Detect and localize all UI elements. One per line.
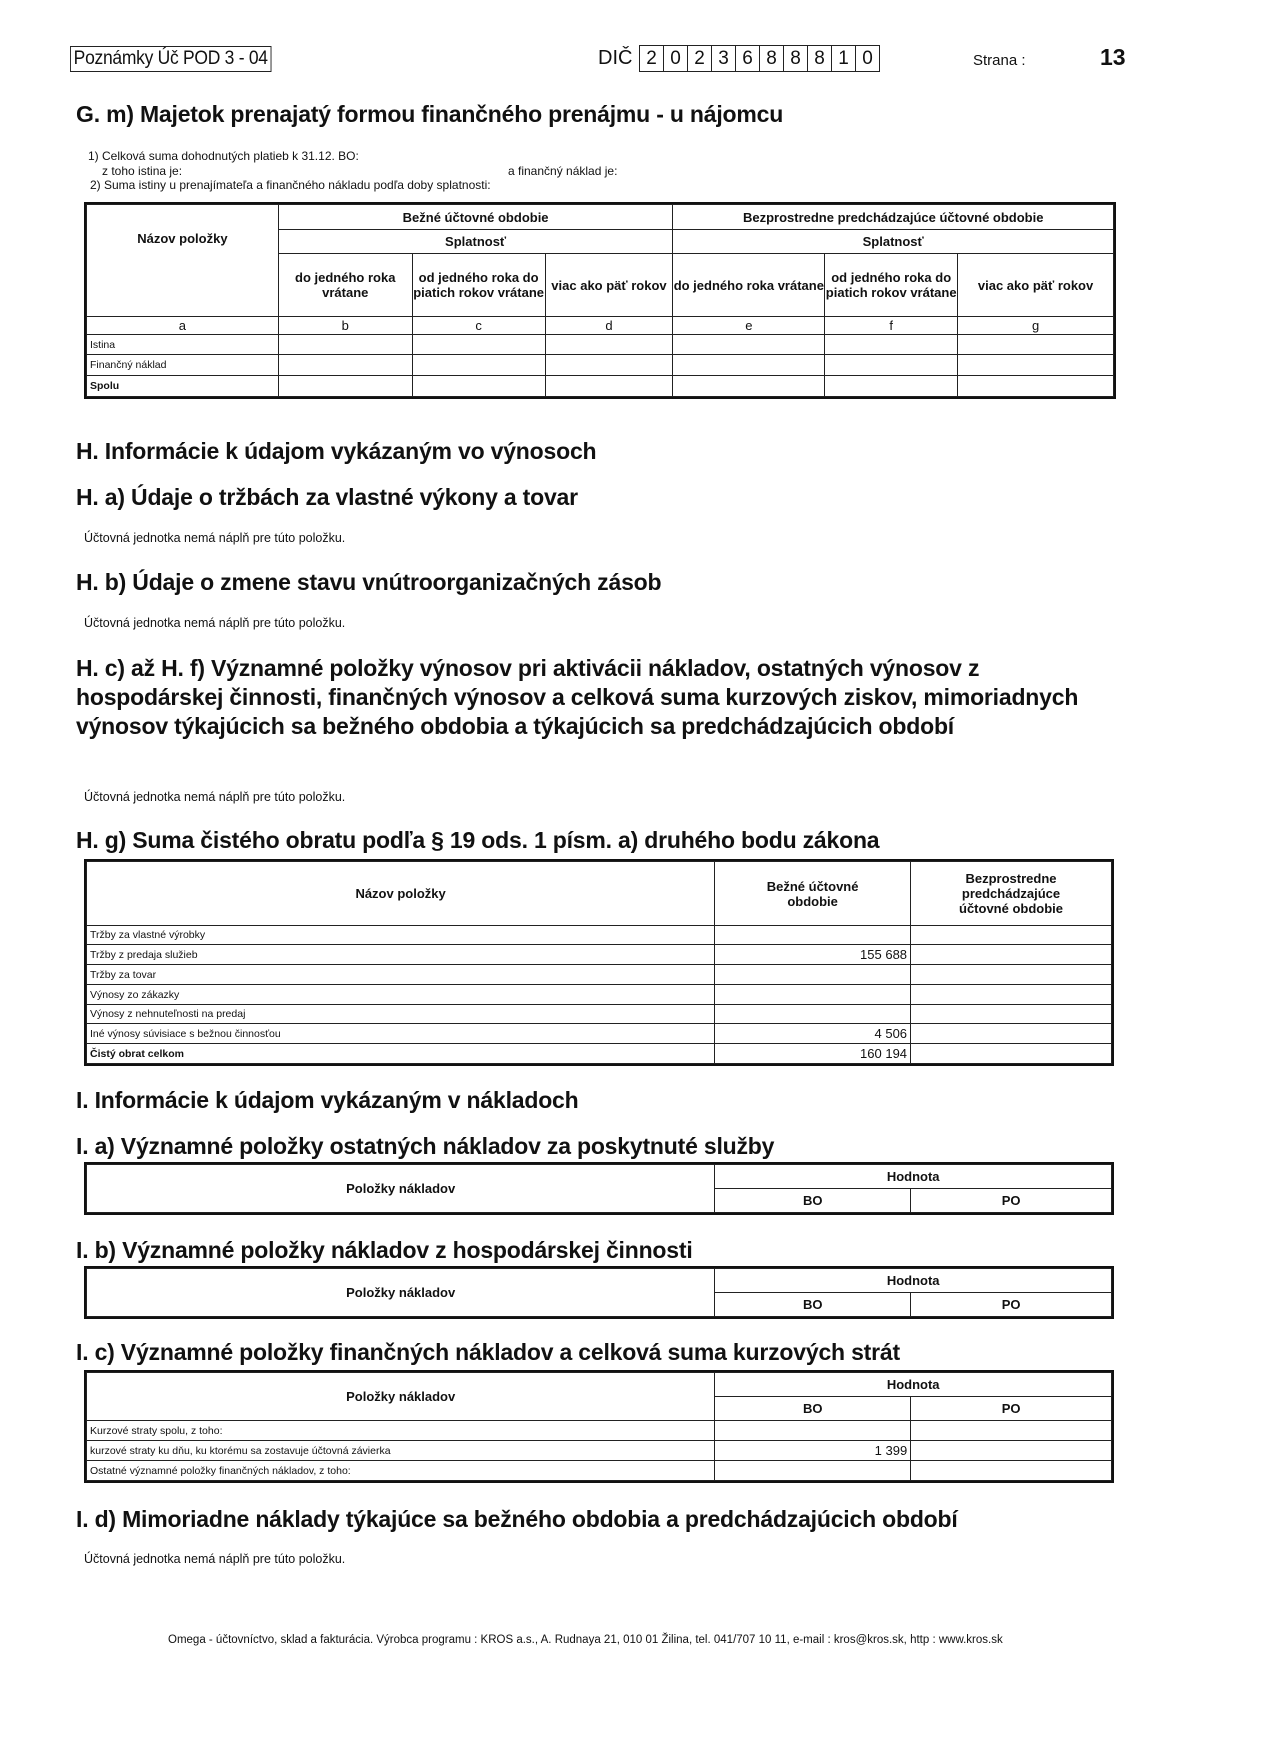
section-ia-title: I. a) Významné položky ostatných nákladov za poskytnuté služby bbox=[76, 1133, 775, 1159]
cell bbox=[412, 335, 545, 355]
col-header-item-name: Názov položky bbox=[87, 205, 279, 317]
col-letter: a bbox=[87, 317, 279, 335]
table-row bbox=[87, 1421, 1112, 1441]
ia-cost-table bbox=[86, 1164, 1112, 1213]
table-row bbox=[87, 1005, 1112, 1024]
cell bbox=[412, 376, 545, 397]
section-ic-title: I. c) Významné položky finančných nákladov a celková suma kurzových strát bbox=[76, 1339, 900, 1365]
row-label: Výnosy zo zákazky bbox=[87, 985, 715, 1005]
row-label: Istina bbox=[87, 335, 279, 355]
dic-digit: 3 bbox=[712, 46, 736, 71]
col-header-previous-period: Bezprostredne predchádzajúce účtovné obdobie bbox=[673, 205, 1114, 230]
dic-digit: 8 bbox=[808, 46, 832, 71]
gm-note-1: 1) Celková suma dohodnutých platieb k 31.12. BO: bbox=[88, 149, 359, 163]
cell bbox=[958, 376, 1114, 397]
col-letter: c bbox=[412, 317, 545, 335]
col-header-po: PO bbox=[911, 1397, 1112, 1421]
section-ha-title: H. a) Údaje o tržbách za vlastné výkony a tovar bbox=[76, 484, 578, 510]
col-header-up-to-1y: do jedného roka vrátane bbox=[278, 254, 412, 317]
cell bbox=[673, 335, 825, 355]
col-header-item-name: Názov položky bbox=[87, 862, 715, 926]
col-header-up-to-1y: do jedného roka vrátane bbox=[673, 254, 825, 317]
dic-digit: 6 bbox=[736, 46, 760, 71]
col-header-cost-items: Položky nákladov bbox=[87, 1269, 715, 1317]
section-gm-title: G. m) Majetok prenajatý formou finančného prenájmu - u nájomcu bbox=[76, 101, 784, 127]
row-label: Iné výnosy súvisiace s bežnou činnosťou bbox=[87, 1024, 715, 1044]
cell bbox=[958, 355, 1114, 376]
dic-digit: 1 bbox=[832, 46, 856, 71]
value-bo bbox=[715, 1461, 911, 1481]
col-header-bo: BO bbox=[715, 1293, 911, 1317]
dic-number-boxes bbox=[639, 45, 880, 72]
ic-financial-cost-table bbox=[86, 1372, 1112, 1481]
section-hb-title: H. b) Údaje o zmene stavu vnútroorganizačných zásob bbox=[76, 569, 662, 595]
value-previous bbox=[911, 945, 1112, 965]
value-current: 160 194 bbox=[715, 1044, 911, 1064]
col-header-previous-period: Bezprostredne predchádzajúce účtovné obdobie bbox=[911, 862, 1112, 926]
gm-note-1-principal: z toho istina je: bbox=[102, 164, 183, 178]
col-header-1-to-5y: od jedného roka do piatich rokov vrátane bbox=[825, 254, 958, 317]
col-letter: b bbox=[278, 317, 412, 335]
ha-empty-note: Účtovná jednotka nemá náplň pre túto položku. bbox=[84, 531, 346, 545]
page-number: 13 bbox=[1100, 44, 1126, 70]
cell bbox=[545, 335, 673, 355]
row-label: Tržby za tovar bbox=[87, 965, 715, 985]
dic-digit: 8 bbox=[760, 46, 784, 71]
col-letter: d bbox=[545, 317, 673, 335]
value-bo: 1 399 bbox=[715, 1441, 911, 1461]
col-header-bo: BO bbox=[715, 1397, 911, 1421]
row-label: Tržby z predaja služieb bbox=[87, 945, 715, 965]
row-label: kurzové straty ku dňu, ku ktorému sa zostavuje účtovná závierka bbox=[87, 1441, 715, 1461]
value-previous bbox=[911, 1005, 1112, 1024]
table-row bbox=[87, 355, 1114, 376]
col-header-1-to-5y: od jedného roka do piatich rokov vrátane bbox=[412, 254, 545, 317]
col-letter: f bbox=[825, 317, 958, 335]
col-header-current-period: Bežné účtovné obdobie bbox=[278, 205, 673, 230]
col-header-maturity-previous: Splatnosť bbox=[673, 230, 1114, 254]
value-current: 4 506 bbox=[715, 1024, 911, 1044]
col-header-po: PO bbox=[911, 1189, 1112, 1213]
cell bbox=[545, 376, 673, 397]
value-previous bbox=[911, 985, 1112, 1005]
gm-note-2: 2) Suma istiny u prenajímateľa a finančného nákladu podľa doby splatnosti: bbox=[90, 178, 491, 192]
row-label: Spolu bbox=[87, 376, 279, 397]
net-turnover-table bbox=[86, 861, 1112, 1064]
dic-digit: 0 bbox=[664, 46, 688, 71]
col-header-value: Hodnota bbox=[715, 1165, 1112, 1189]
value-current bbox=[715, 926, 911, 945]
cell bbox=[673, 355, 825, 376]
col-header-po: PO bbox=[911, 1293, 1112, 1317]
table-row bbox=[87, 1024, 1112, 1044]
row-label: Kurzové straty spolu, z toho: bbox=[87, 1421, 715, 1441]
table-row bbox=[87, 1461, 1112, 1481]
col-letter: g bbox=[958, 317, 1114, 335]
col-header-bo: BO bbox=[715, 1189, 911, 1213]
value-current bbox=[715, 965, 911, 985]
cell bbox=[825, 355, 958, 376]
section-i-title: I. Informácie k údajom vykázaným v nákladoch bbox=[76, 1087, 579, 1113]
col-letter: e bbox=[673, 317, 825, 335]
cell bbox=[278, 376, 412, 397]
row-label: Finančný náklad bbox=[87, 355, 279, 376]
section-id-title: I. d) Mimoriadne náklady týkajúce sa bežného obdobia a predchádzajúcich období bbox=[76, 1506, 958, 1532]
id-empty-note: Účtovná jednotka nemá náplň pre túto položku. bbox=[84, 1552, 346, 1566]
table-row bbox=[87, 985, 1112, 1005]
cell bbox=[278, 335, 412, 355]
table-row bbox=[87, 335, 1114, 355]
hcf-empty-note: Účtovná jednotka nemá náplň pre túto položku. bbox=[84, 790, 346, 804]
dic-digit: 2 bbox=[688, 46, 712, 71]
section-hcf-title: H. c) až H. f) Významné položky výnosov pri aktivácii nákladov, ostatných výnosov z hospodárskej činnosti, finančných výnosov a celková suma kurzových ziskov, mimoriadnych výnosov týkajúcich sa bežného obdobia a týkajúcich sa predchádzajúcich období bbox=[76, 655, 1079, 739]
value-bo bbox=[715, 1421, 911, 1441]
col-header-over-5y: viac ako päť rokov bbox=[545, 254, 673, 317]
col-header-value: Hodnota bbox=[715, 1373, 1112, 1397]
value-po bbox=[911, 1421, 1112, 1441]
form-identifier: Poznámky Úč POD 3 - 04 bbox=[70, 46, 271, 72]
col-header-over-5y: viac ako päť rokov bbox=[958, 254, 1114, 317]
cell bbox=[673, 376, 825, 397]
col-header-value: Hodnota bbox=[715, 1269, 1112, 1293]
table-row bbox=[87, 1441, 1112, 1461]
footer-vendor-info: Omega - účtovníctvo, sklad a fakturácia. Výrobca programu : KROS a.s., A. Rudnaya 21, 010 01 Žilina, tel. 041/707 10 11, e-mail : kros@kros.sk, http : www.kros.sk bbox=[168, 1634, 1003, 1646]
value-previous bbox=[911, 1024, 1112, 1044]
cell bbox=[412, 355, 545, 376]
dic-digit: 2 bbox=[640, 46, 664, 71]
section-h-title: H. Informácie k údajom vykázaným vo výnosoch bbox=[76, 438, 597, 464]
row-label: Výnosy z nehnuteľnosti na predaj bbox=[87, 1005, 715, 1024]
ib-cost-table bbox=[86, 1268, 1112, 1317]
gm-note-1-finance-cost: a finančný náklad je: bbox=[508, 164, 618, 178]
dic-digit: 0 bbox=[862, 48, 873, 69]
table-row bbox=[87, 965, 1112, 985]
cell bbox=[825, 335, 958, 355]
value-current bbox=[715, 1005, 911, 1024]
table-row-total bbox=[87, 1044, 1112, 1064]
value-po bbox=[911, 1441, 1112, 1461]
lease-maturity-table bbox=[86, 204, 1114, 397]
cell bbox=[825, 376, 958, 397]
col-header-cost-items: Položky nákladov bbox=[87, 1373, 715, 1421]
row-label: Ostatné významné položky finančných nákladov, z toho: bbox=[87, 1461, 715, 1481]
col-header-current-period: Bežné účtovné obdobie bbox=[715, 862, 911, 926]
value-previous bbox=[911, 926, 1112, 945]
value-current bbox=[715, 985, 911, 1005]
row-label: Čistý obrat celkom bbox=[87, 1044, 715, 1064]
value-previous bbox=[911, 1044, 1112, 1064]
cell bbox=[958, 335, 1114, 355]
dic-label: DIČ bbox=[598, 47, 633, 69]
col-header-maturity-current: Splatnosť bbox=[278, 230, 673, 254]
col-header-cost-items: Položky nákladov bbox=[87, 1165, 715, 1213]
row-label: Tržby za vlastné výrobky bbox=[87, 926, 715, 945]
page-label: Strana : bbox=[973, 52, 1026, 69]
cell bbox=[545, 355, 673, 376]
table-row bbox=[87, 945, 1112, 965]
value-po bbox=[911, 1461, 1112, 1481]
cell bbox=[278, 355, 412, 376]
dic-digit: 8 bbox=[784, 46, 808, 71]
value-current: 155 688 bbox=[715, 945, 911, 965]
table-row bbox=[87, 376, 1114, 397]
value-previous bbox=[911, 965, 1112, 985]
section-ib-title: I. b) Významné položky nákladov z hospodárskej činnosti bbox=[76, 1237, 693, 1263]
table-row bbox=[87, 926, 1112, 945]
hb-empty-note: Účtovná jednotka nemá náplň pre túto položku. bbox=[84, 616, 346, 630]
section-hg-title: H. g) Suma čistého obratu podľa § 19 ods. 1 písm. a) druhého bodu zákona bbox=[76, 827, 880, 853]
